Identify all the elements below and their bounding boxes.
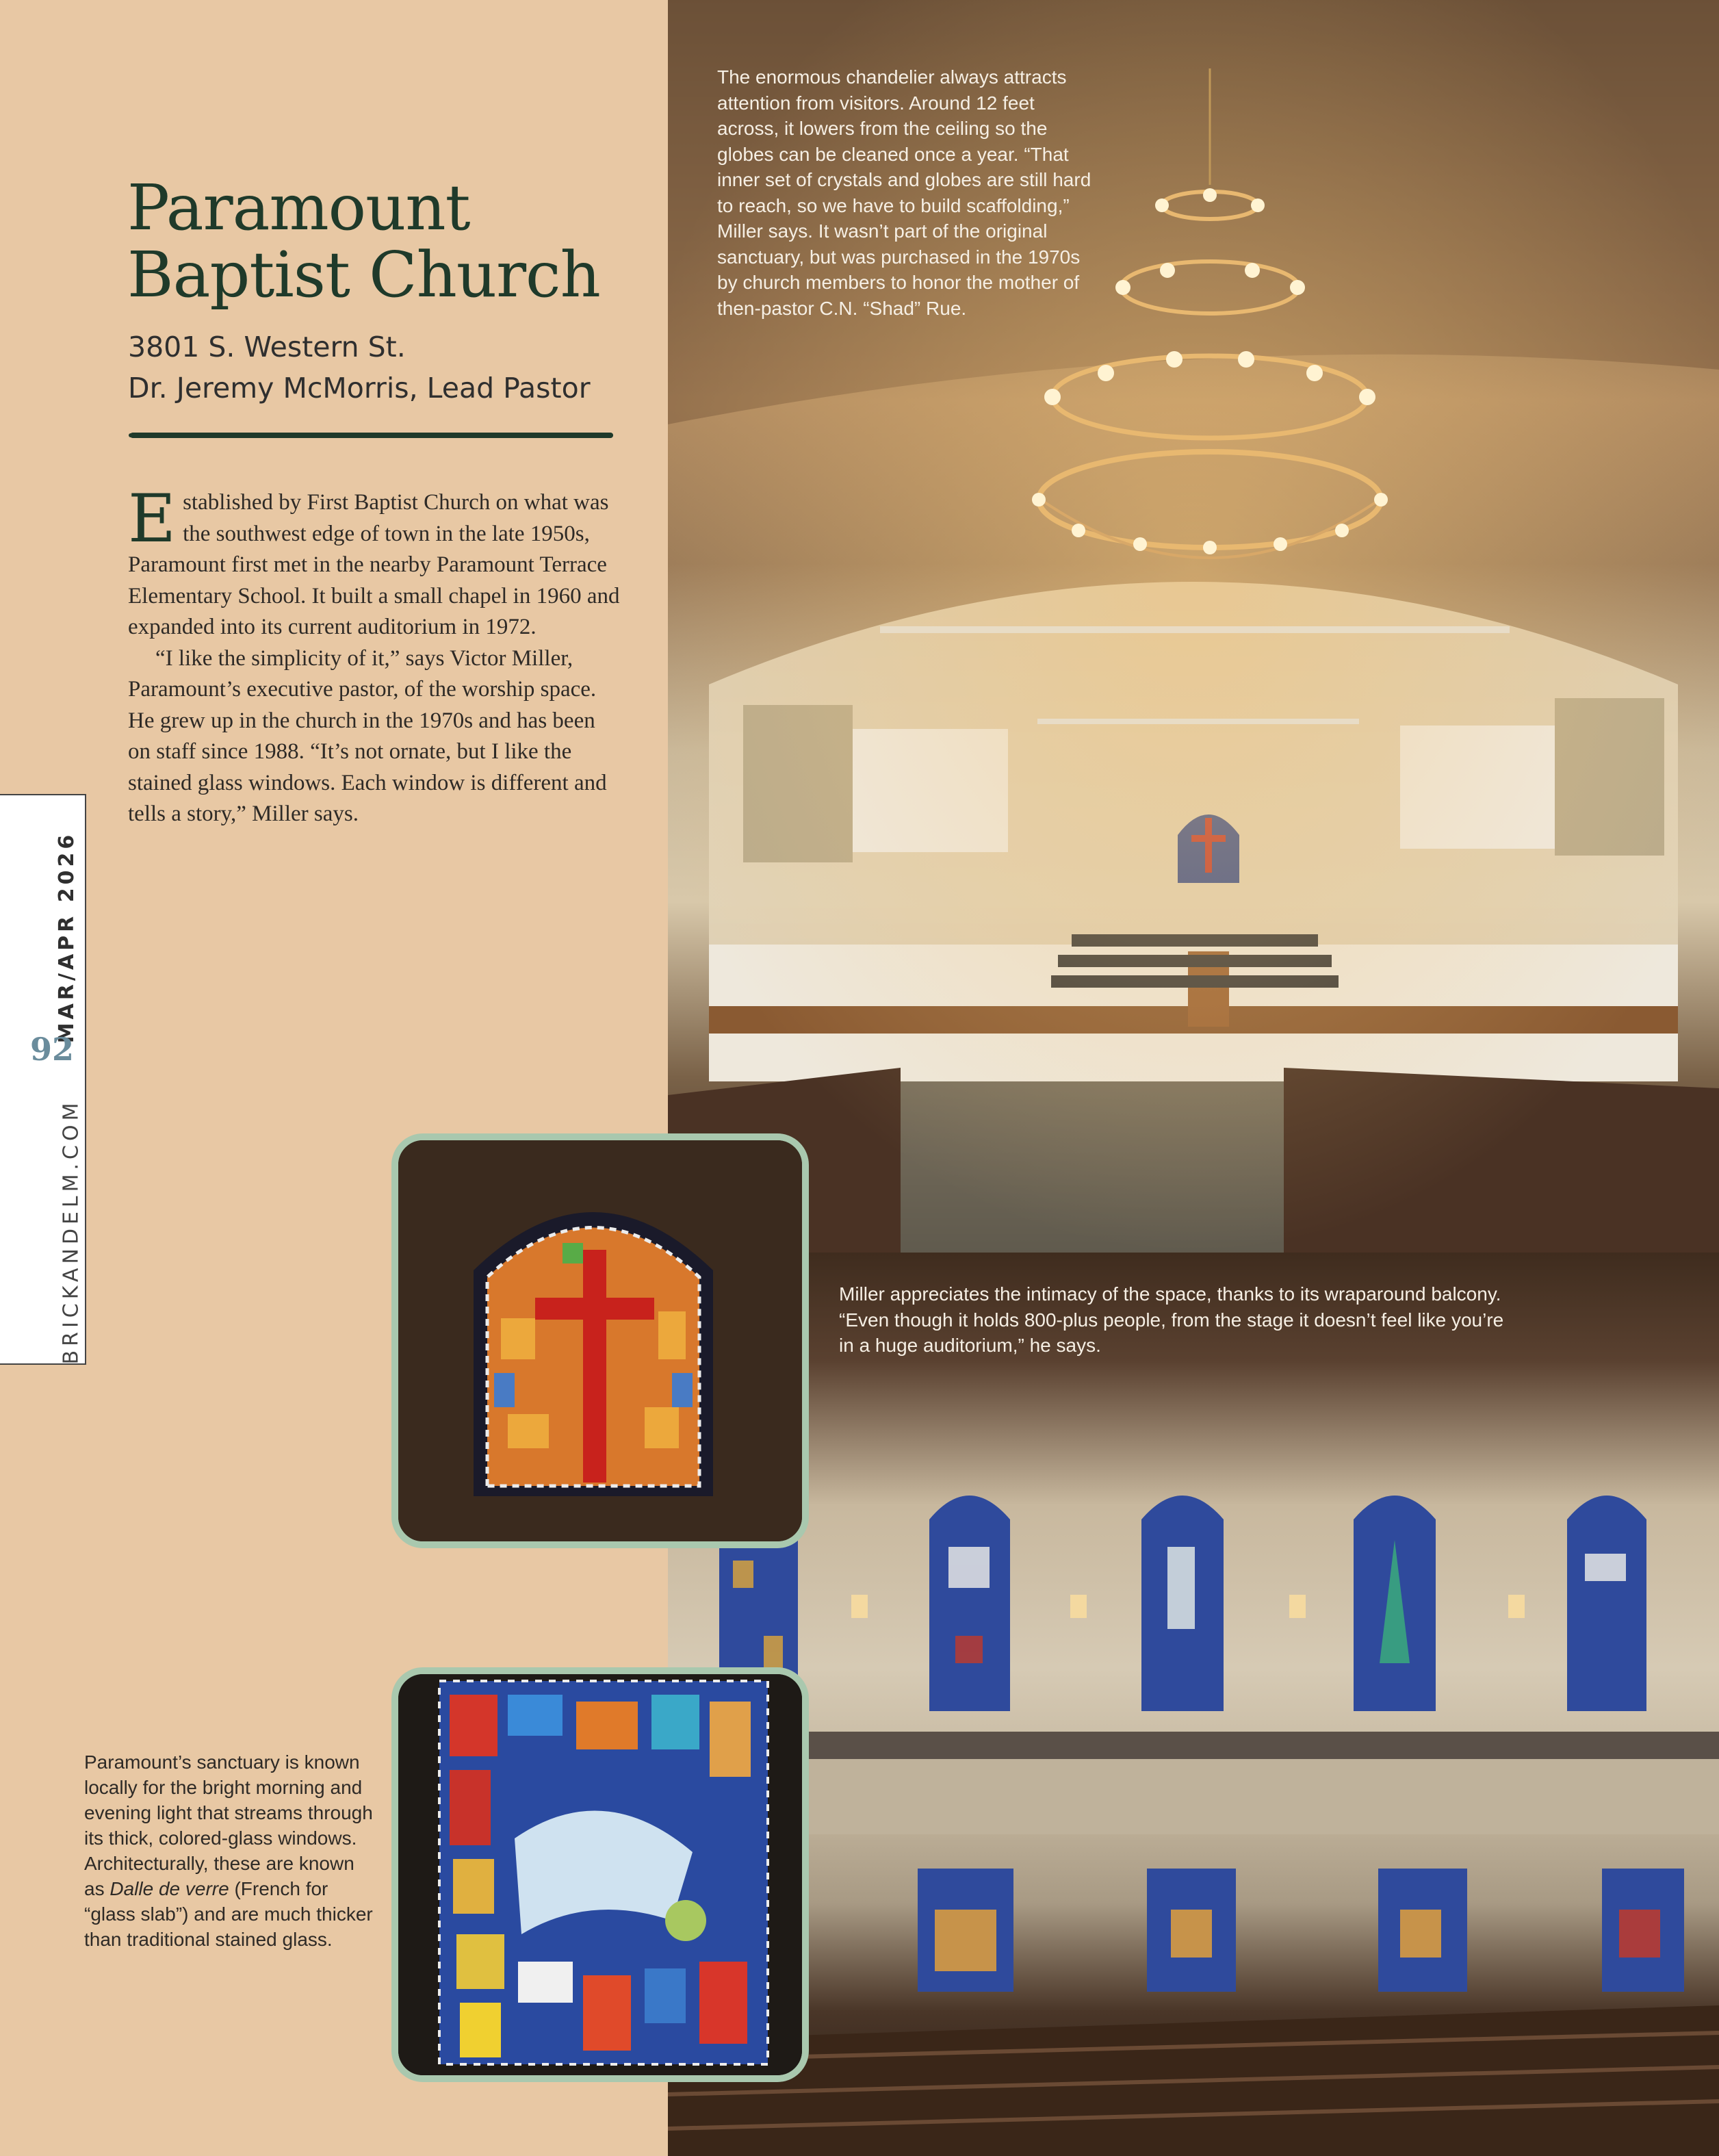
rule-dot-right	[609, 433, 613, 437]
dalle-caption-italic: Dalle de verre	[109, 1878, 229, 1899]
glass-slab-inset	[391, 1667, 809, 2082]
lower-windows	[918, 1869, 1684, 1992]
dalle-caption-part-2: (French for “glass slab”) and are much thicker than traditional stained glass.	[84, 1878, 373, 1950]
glass-slab-illustration	[398, 1674, 802, 2075]
article-body	[128, 480, 621, 830]
balcony-face	[668, 1759, 1719, 1834]
balcony-photo	[668, 1253, 1719, 2156]
title-line-2: Baptist Church	[127, 238, 600, 311]
lighting-truss	[880, 626, 1510, 633]
title-rule	[130, 433, 613, 438]
issue-date: MAR/APR 2026	[55, 831, 79, 1044]
sanctuary-photo	[668, 0, 1719, 1253]
paragraph-1	[128, 480, 621, 643]
folio-vertical	[0, 795, 85, 1363]
dalle-de-verre-caption	[84, 1749, 378, 1952]
folio-tab	[0, 794, 86, 1365]
article-title	[127, 171, 600, 311]
dalle-caption-part-1: Paramount’s sanctuary is known locally for the bright morning and evening light that streams through its thick, colored-glass windows. Architecturally, these are known as	[84, 1751, 373, 1899]
lower-window-accents	[935, 1910, 1660, 1971]
balcony-caption: Miller appreciates the intimacy of the space, thanks to its wraparound balcony. “Even though it holds 800-plus people, from the stage it doesn’t feel like you’re in a huge auditorium,” he says.	[839, 1283, 1504, 1356]
chandelier-caption: The enormous chandelier always attracts attention from visitors. Around 12 feet across, it lowers from the ceiling so the globes can be cleaned once a year. “That inner set of crystals and globes are still hard to reach, so we have to build scaffolding,” Miller says. It wasn’t part of the original sanctuary, but was purchased in the 1970s by church members to honor the mother of then-pastor C.N. “Shad” Rue.	[717, 66, 1091, 319]
cross-window-inset	[391, 1133, 809, 1548]
website: BRICKANDELM.COM	[59, 1099, 83, 1365]
cross-window-illustration	[398, 1140, 802, 1541]
balcony-illustration	[668, 1253, 1719, 2156]
page-number: 92	[30, 1031, 75, 1068]
paragraph-1-text: stablished by First Baptist Church on what was the southwest edge of town in the late 1950s, Paramount first met in the nearby Paramount Terrace Elementary School. It built a small chapel in 1960 and expanded into its current auditorium in 1972.	[128, 490, 620, 639]
balcony-rail	[668, 1732, 1719, 1759]
lead-pastor: Dr. Jeremy McMorris, Lead Pastor	[128, 372, 591, 405]
paragraph-2: “I like the simplicity of it,” says Victor Miller, Paramount’s executive pastor, of the worship space. He grew up in the church in the 1970s and has been on staff since 1988. “It’s not ornate, but I like the stained glass windows. Each window is different and tells a story,” Miller says.	[128, 645, 607, 826]
dropcap: E	[128, 480, 177, 557]
church-address: 3801 S. Western St.	[128, 331, 406, 363]
title-line-1: Paramount	[127, 171, 470, 244]
lighting-truss-lower	[1037, 719, 1359, 724]
